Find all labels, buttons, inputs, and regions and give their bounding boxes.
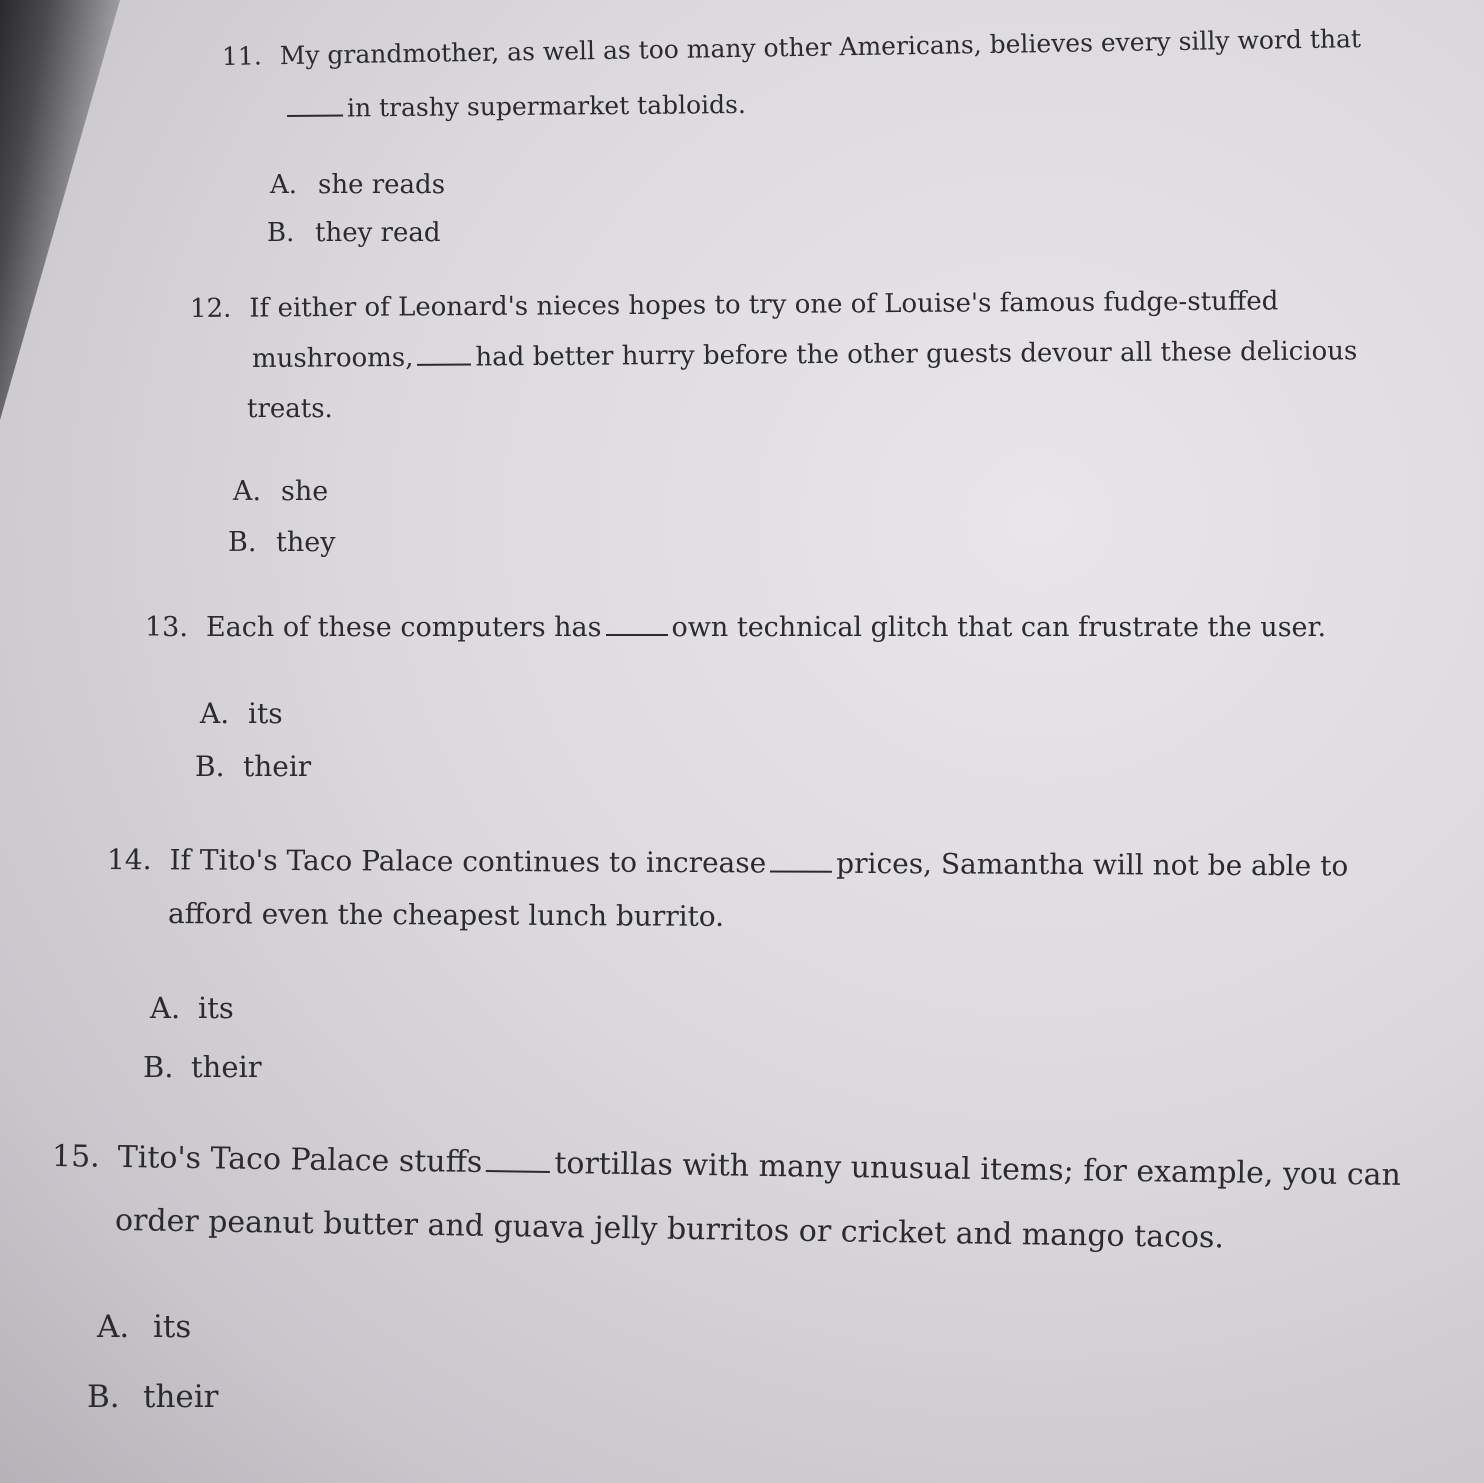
option-text: she	[281, 476, 329, 507]
answer-blank	[486, 1170, 550, 1173]
question-12-line-1	[190, 288, 1279, 322]
option-letter: A.	[97, 1309, 130, 1345]
option-letter: A.	[200, 697, 230, 730]
option-letter: B.	[143, 1050, 174, 1084]
question-14-option-a	[150, 991, 234, 1025]
question-text: own technical glitch that can frustrate the user.	[671, 612, 1327, 643]
question-14-line-1	[106, 843, 1349, 883]
option-letter: A.	[150, 991, 181, 1025]
option-text: its	[198, 991, 234, 1025]
question-number: 12.	[189, 293, 232, 324]
question-12-option-b	[228, 529, 335, 556]
question-number: 15.	[51, 1139, 100, 1175]
question-15-option-b	[87, 1379, 219, 1415]
question-15-option-a	[97, 1309, 192, 1345]
question-text: If Tito's Taco Palace continues to increase	[169, 843, 767, 880]
option-text: their	[191, 1050, 262, 1084]
question-text: had better hurry before the other guests devour all these delicious	[475, 336, 1358, 373]
option-text: their	[243, 750, 312, 783]
question-14-line-2	[167, 897, 725, 933]
question-number: 14.	[106, 843, 152, 877]
question-text: mushrooms,	[251, 342, 414, 374]
option-letter: A.	[270, 170, 298, 200]
question-text: prices, Samantha will not be able to	[836, 846, 1349, 883]
question-11-option-b	[267, 220, 441, 246]
answer-blank	[770, 870, 832, 872]
question-12-line-2	[252, 338, 1357, 372]
question-text: My grandmother, as well as too many other Americans, believes every silly word that	[279, 24, 1362, 71]
question-12-option-a	[233, 478, 328, 505]
question-number: 11.	[221, 41, 262, 71]
answer-blank	[287, 114, 343, 116]
question-text: in trashy supermarket tabloids.	[346, 89, 747, 123]
option-text: they read	[315, 218, 441, 248]
option-text: she reads	[318, 170, 446, 200]
question-text: Tito's Taco Palace stuffs	[117, 1139, 483, 1181]
question-11-option-a	[270, 172, 445, 198]
question-13-line-1	[145, 614, 1326, 641]
question-11-line-1	[222, 26, 1361, 69]
question-text: Each of these computers has	[205, 612, 602, 643]
question-number: 13.	[145, 612, 188, 643]
question-13-option-a	[200, 697, 283, 730]
question-text: order peanut butter and guava jelly burritos or cricket and mango tacos.	[114, 1203, 1225, 1256]
question-14-option-b	[143, 1050, 262, 1084]
option-letter: B.	[87, 1379, 120, 1415]
question-13-option-b	[195, 750, 312, 783]
option-text: they	[276, 527, 336, 558]
answer-blank	[606, 634, 668, 636]
option-text: their	[143, 1379, 219, 1415]
option-letter: B.	[228, 527, 257, 558]
answer-blank	[418, 363, 472, 365]
question-11-line-2	[283, 89, 747, 123]
option-letter: A.	[233, 476, 262, 507]
option-text: its	[248, 697, 283, 730]
question-15-line-2	[114, 1203, 1225, 1256]
question-text: treats.	[247, 394, 333, 424]
option-text: its	[153, 1309, 192, 1345]
question-12-line-3	[247, 396, 333, 422]
question-text: tortillas with many unusual items; for example, you can	[554, 1146, 1402, 1193]
option-letter: B.	[195, 750, 225, 783]
question-15-line-1	[51, 1139, 1402, 1193]
option-letter: B.	[267, 218, 295, 248]
question-text: If either of Leonard's nieces hopes to try one of Louise's famous fudge-stuffed	[249, 286, 1279, 324]
question-text: afford even the cheapest lunch burrito.	[167, 897, 725, 933]
